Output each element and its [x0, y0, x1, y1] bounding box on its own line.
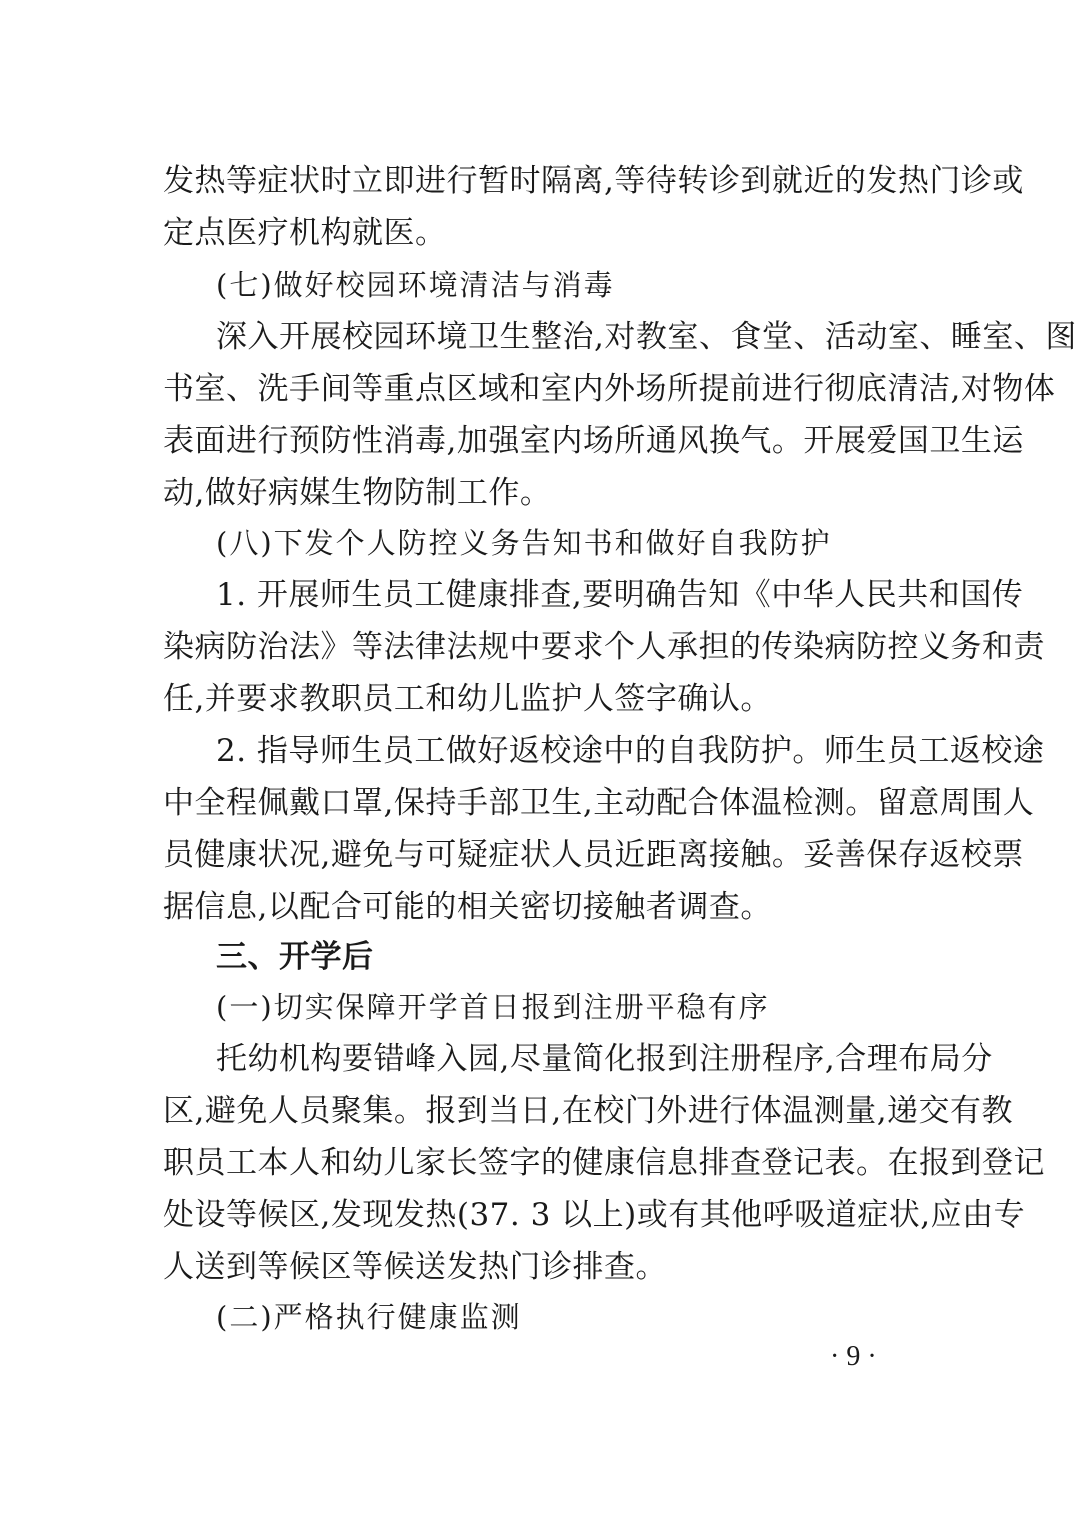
text-line: 人送到等候区等候送发热门诊排查。 [163, 1249, 667, 1285]
text-line: 任,并要求教职员工和幼儿监护人签字确认。 [163, 681, 772, 717]
section-heading: (二)严格执行健康监测 [216, 1300, 522, 1334]
chapter-heading: 三、开学后 [216, 939, 374, 975]
text-line: 处设等候区,发现发热(37. 3 以上)或有其他呼吸道症状,应由专 [163, 1197, 1026, 1233]
text-line: 区,避免人员聚集。报到当日,在校门外进行体温测量,递交有教 [163, 1093, 1014, 1129]
text-line: 据信息,以配合可能的相关密切接触者调查。 [163, 889, 772, 925]
text-line: 职员工本人和幼儿家长签字的健康信息排查登记表。在报到登记 [163, 1145, 1045, 1181]
text-line: 表面进行预防性消毒,加强室内场所通风换气。开展爱国卫生运 [163, 423, 1024, 459]
text-line: 中全程佩戴口罩,保持手部卫生,主动配合体温检测。留意周围人 [163, 785, 1035, 821]
text-line: 深入开展校园环境卫生整治,对教室、食堂、活动室、睡室、图 [216, 319, 1077, 355]
text-line: 托幼机构要错峰入园,尽量简化报到注册程序,合理布局分 [216, 1041, 993, 1077]
page-number: · 9 · [830, 1341, 877, 1372]
section-heading: (七)做好校园环境清洁与消毒 [216, 268, 615, 302]
text-line: 书室、洗手间等重点区域和室内外场所提前进行彻底清洁,对物体 [163, 371, 1056, 407]
text-line: 动,做好病媒生物防制工作。 [163, 475, 552, 511]
text-line: 2. 指导师生员工做好返校途中的自我防护。师生员工返校途 [216, 733, 1045, 769]
text-line: 1. 开展师生员工健康排查,要明确告知《中华人民共和国传 [216, 577, 1024, 613]
text-line: 发热等症状时立即进行暂时隔离,等待转诊到就近的发热门诊或 [163, 163, 1024, 199]
text-line: 员健康状况,避免与可疑症状人员近距离接触。妥善保存返校票 [163, 837, 1024, 873]
section-heading: (一)切实保障开学首日报到注册平稳有序 [216, 990, 770, 1024]
text-line: 定点医疗机构就医。 [163, 215, 447, 251]
section-heading: (八)下发个人防控义务告知书和做好自我防护 [216, 526, 832, 560]
text-line: 染病防治法》等法律法规中要求个人承担的传染病防控义务和责 [163, 629, 1045, 665]
